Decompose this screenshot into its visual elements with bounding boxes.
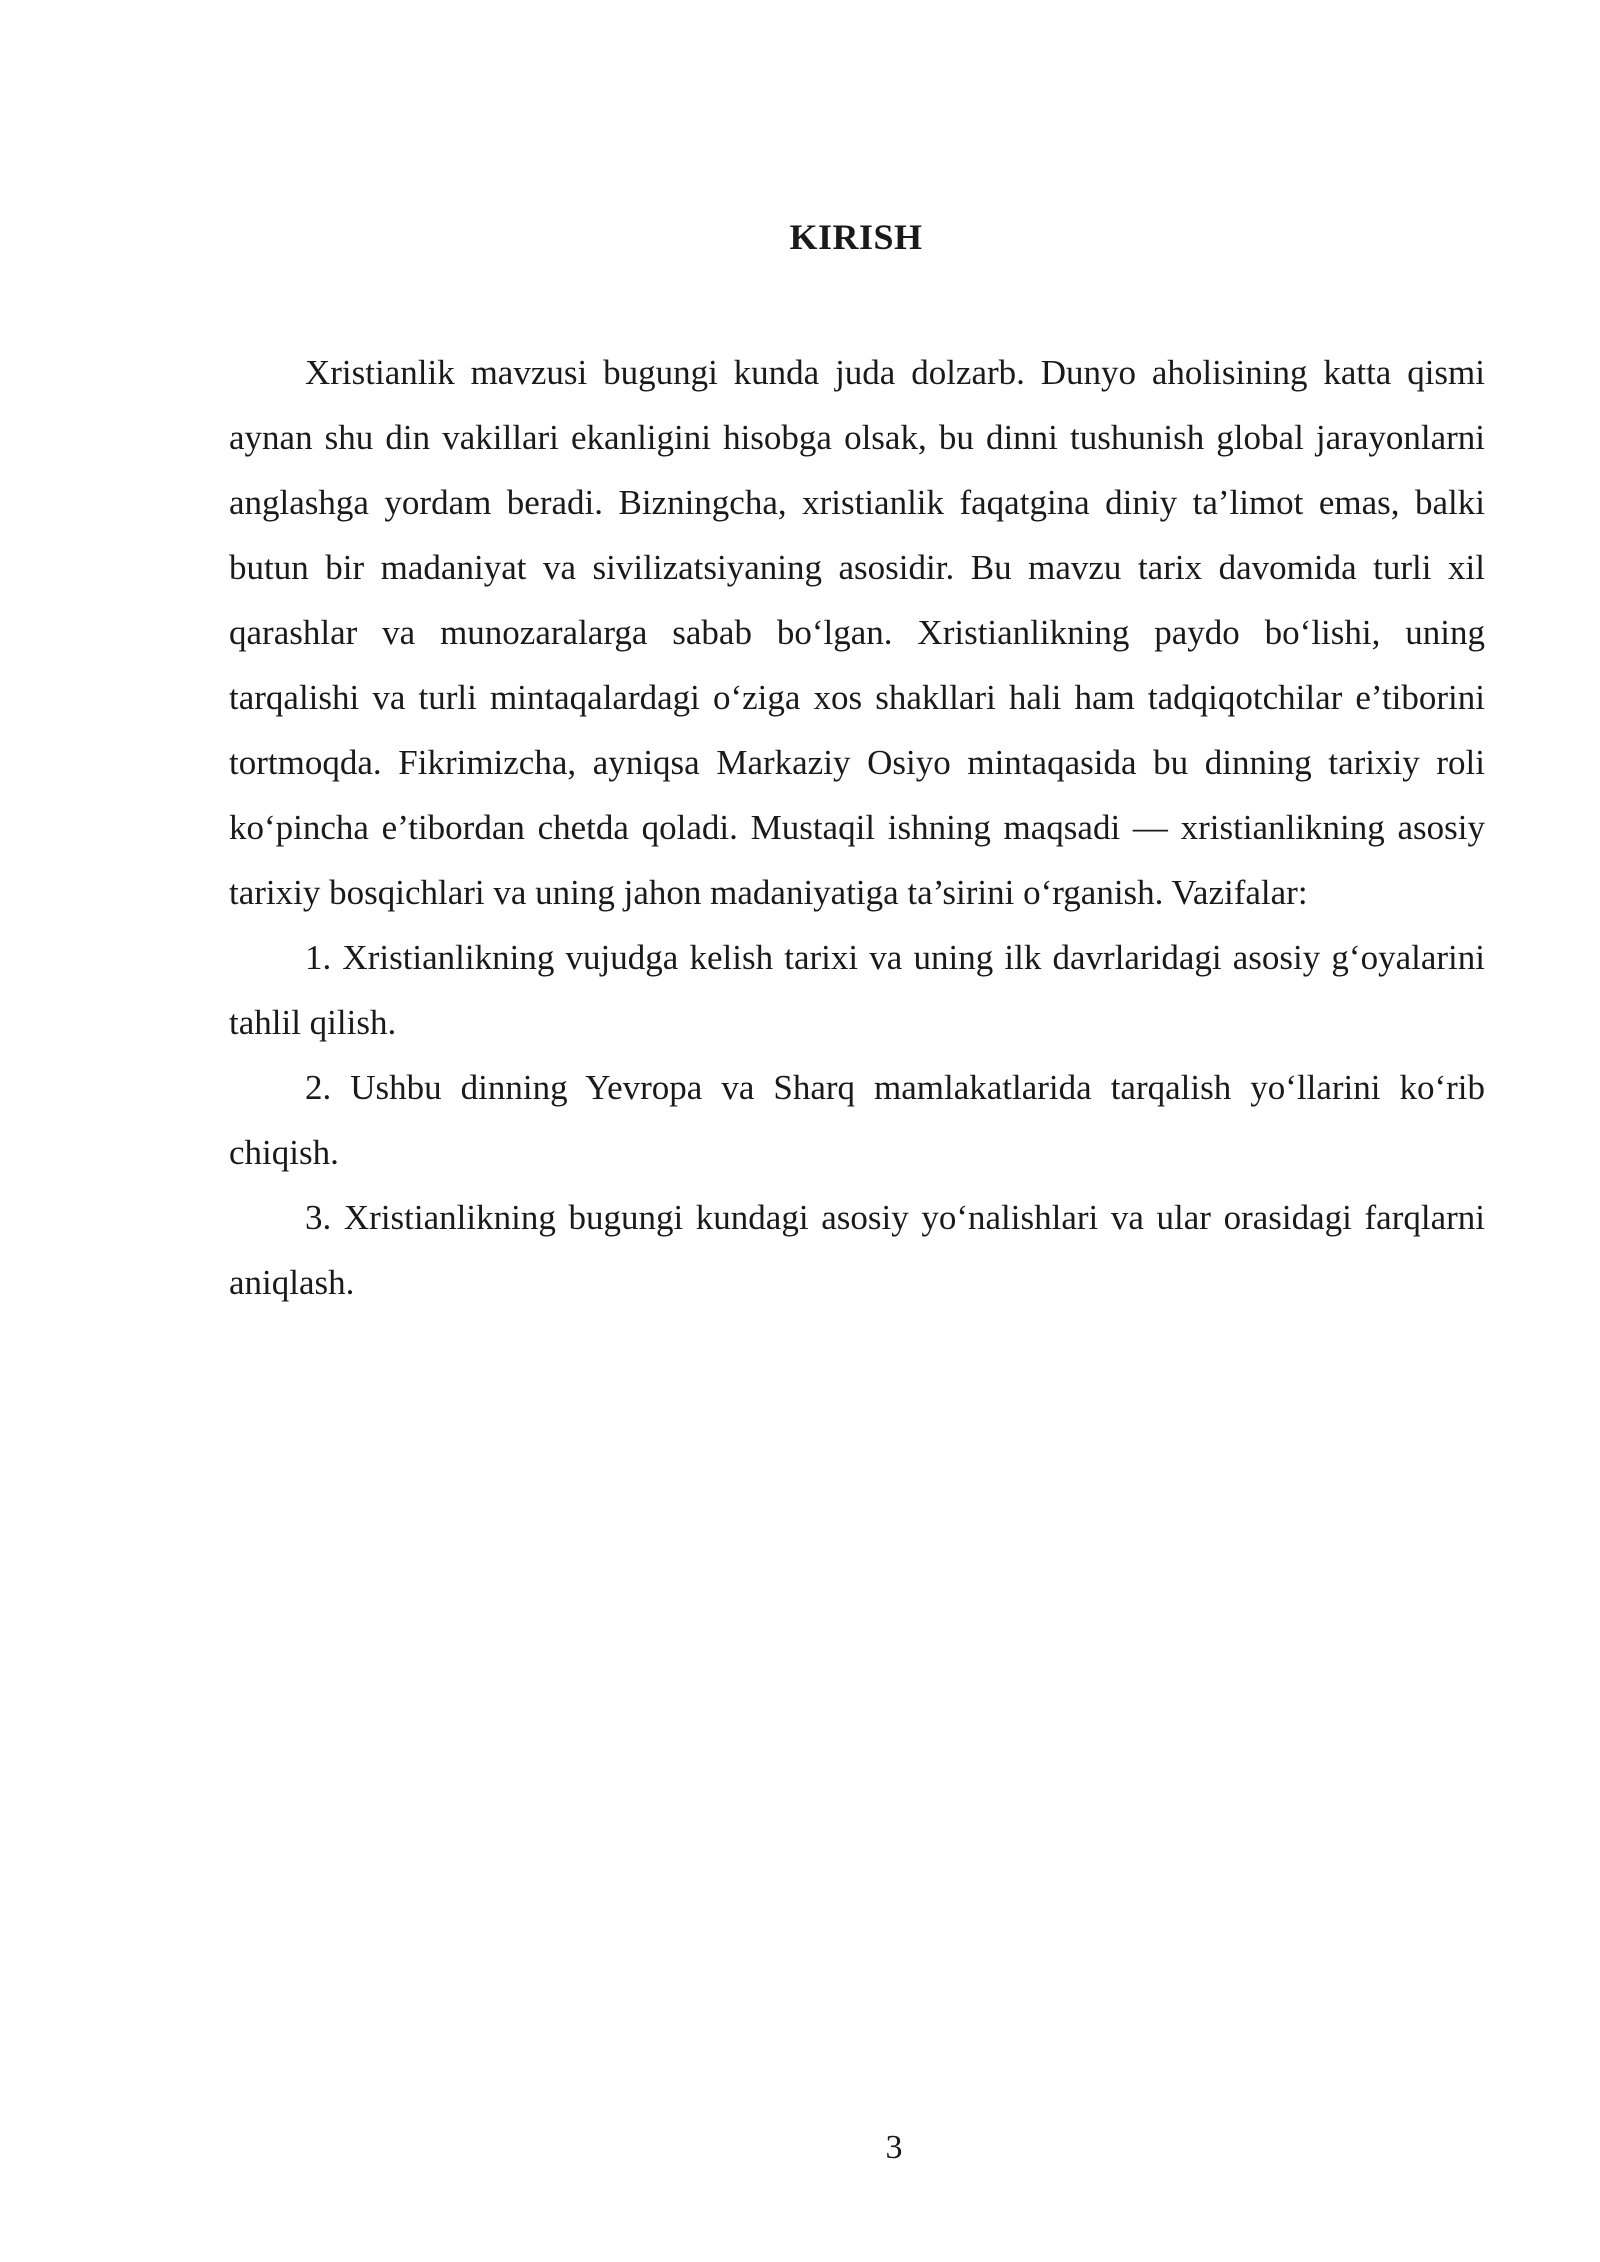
task-item-2: 2. Ushbu dinning Yevropa va Sharq mamlakatlarida tarqalish yo‘llarini ko‘rib chiqish. (229, 1068, 1485, 1172)
body-text (229, 340, 1485, 1315)
task-item-1: 1. Xristianlikning vujudga kelish tarixi va uning ilk davrlaridagi asosiy g‘oyalarini tahlil qilish. (229, 938, 1485, 1042)
task-item-3: 3. Xristianlikning bugungi kundagi asosiy yo‘nalishlari va ular orasidagi farqlarni aniqlash. (229, 1198, 1485, 1302)
page-number: 3 (885, 2129, 903, 2166)
section-heading: KIRISH (789, 217, 923, 257)
intro-paragraph: Xristianlik mavzusi bugungi kunda juda dolzarb. Dunyo aholisining katta qismi aynan shu din vakillari ekanligini hisobga olsak, bu dinni tushunish global jarayonlarni anglashga yordam beradi. Bizningcha, xristianlik faqatgina diniy ta’limot emas, balki butun bir madaniyat va sivilizatsiyaning asosidir. Bu mavzu tarix davomida turli xil qarashlar va munozaralarga sabab bo‘lgan. Xristianlikning paydo bo‘lishi, uning tarqalishi va turli mintaqalardagi o‘ziga xos shakllari hali ham tadqiqotchilar e’tiborini tortmoqda. Fikrimizcha, ayniqsa Markaziy Osiyo mintaqasida bu dinning tarixiy roli ko‘pincha e’tibordan chetda qoladi. Mustaqil ishning maqsadi — xristianlikning asosiy tarixiy bosqichlari va uning jahon madaniyatiga ta’sirini o‘rganish. Vazifalar: (229, 353, 1485, 912)
